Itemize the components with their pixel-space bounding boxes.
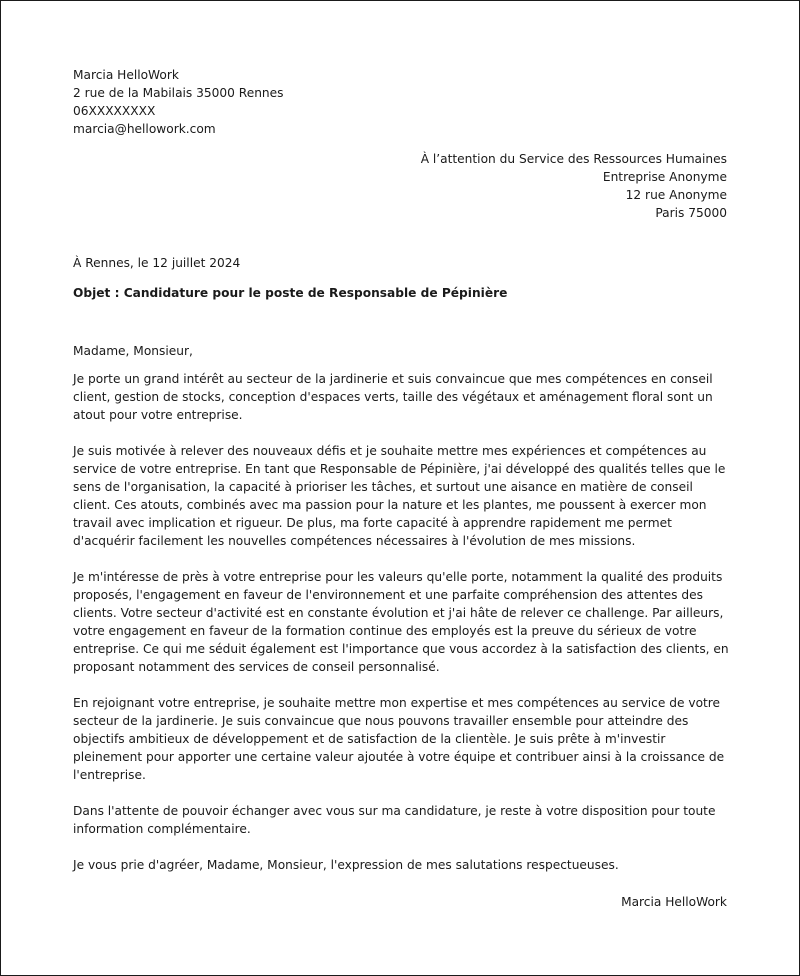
paragraph-availability: Dans l'attente de pouvoir échanger avec vous sur ma candidature, je reste à votre disposition pour toute information complémentaire. (73, 804, 716, 836)
sender-name: Marcia HelloWork (73, 68, 179, 82)
sender-block (73, 66, 284, 138)
letter-body (73, 342, 731, 892)
paragraph-interest: Je porte un grand intérêt au secteur de la jardinerie et suis convaincue que mes compétences en conseil client, gestion de stocks, conception d'espaces verts, taille des végétaux et aménagement floral sont un atout pour votre entreprise. (73, 372, 713, 422)
recipient-city: Paris 75000 (655, 206, 727, 220)
sender-email: marcia@hellowork.com (73, 122, 216, 136)
paragraph-closing: Je vous prie d'agréer, Madame, Monsieur, l'expression de mes salutations respectueuses. (73, 858, 619, 872)
subject-line: Objet : Candidature pour le poste de Responsable de Pépinière (73, 286, 508, 300)
recipient-company: Entreprise Anonyme (602, 170, 727, 184)
recipient-attention: À l’attention du Service des Ressources Humaines (420, 152, 727, 166)
greeting: Madame, Monsieur, (73, 344, 193, 358)
recipient-block (421, 150, 727, 222)
paragraph-joining: En rejoignant votre entreprise, je souhaite mettre mon expertise et mes compétences au service de votre secteur de la jardinerie. Je suis convaincue que nous pouvons travailler ensemble pour atteindre des objectifs ambitieux de développement et de satisfaction de la clientèle. Je suis prête à m'investir pleinement pour apporter une certaine valeur ajoutée à votre équipe et contribuer ainsi à la croissance de l'entreprise. (73, 696, 725, 782)
sender-address: 2 rue de la Mabilais 35000 Rennes (73, 86, 284, 100)
sender-phone: 06XXXXXXXX (73, 104, 156, 118)
recipient-street: 12 rue Anonyme (625, 188, 727, 202)
paragraph-company: Je m'intéresse de près à votre entreprise pour les valeurs qu'elle porte, notamment la qualité des produits proposés, l'engagement en faveur de l'environnement et une parfaite compréhension des attentes des clients. Votre secteur d'activité est en constante évolution et j'ai hâte de relever ce challenge. Par ailleurs, votre engagement en faveur de la formation continue des employés est la preuve du sérieux de votre entreprise. Ce qui me séduit également est l'importance que vous accordez à la satisfaction des clients, en proposant notamment des services de conseil personnalisé. (73, 570, 729, 674)
date-line: À Rennes, le 12 juillet 2024 (73, 256, 241, 270)
paragraph-motivation: Je suis motivée à relever des nouveaux défis et je souhaite mettre mes expériences et compétences au service de votre entreprise. En tant que Responsable de Pépinière, j'ai développé des qualités telles que le sens de l'organisation, la capacité à prioriser les tâches, et surtout une aisance en matière de conseil client. Ces atouts, combinés avec ma passion pour la nature et les plantes, me poussent à exercer mon travail avec implication et rigueur. De plus, ma forte capacité à apprendre rapidement me permet d'acquérir facilement les nouvelles compétences nécessaires à l'évolution de mes missions. (73, 444, 726, 548)
signature: Marcia HelloWork (621, 895, 727, 909)
